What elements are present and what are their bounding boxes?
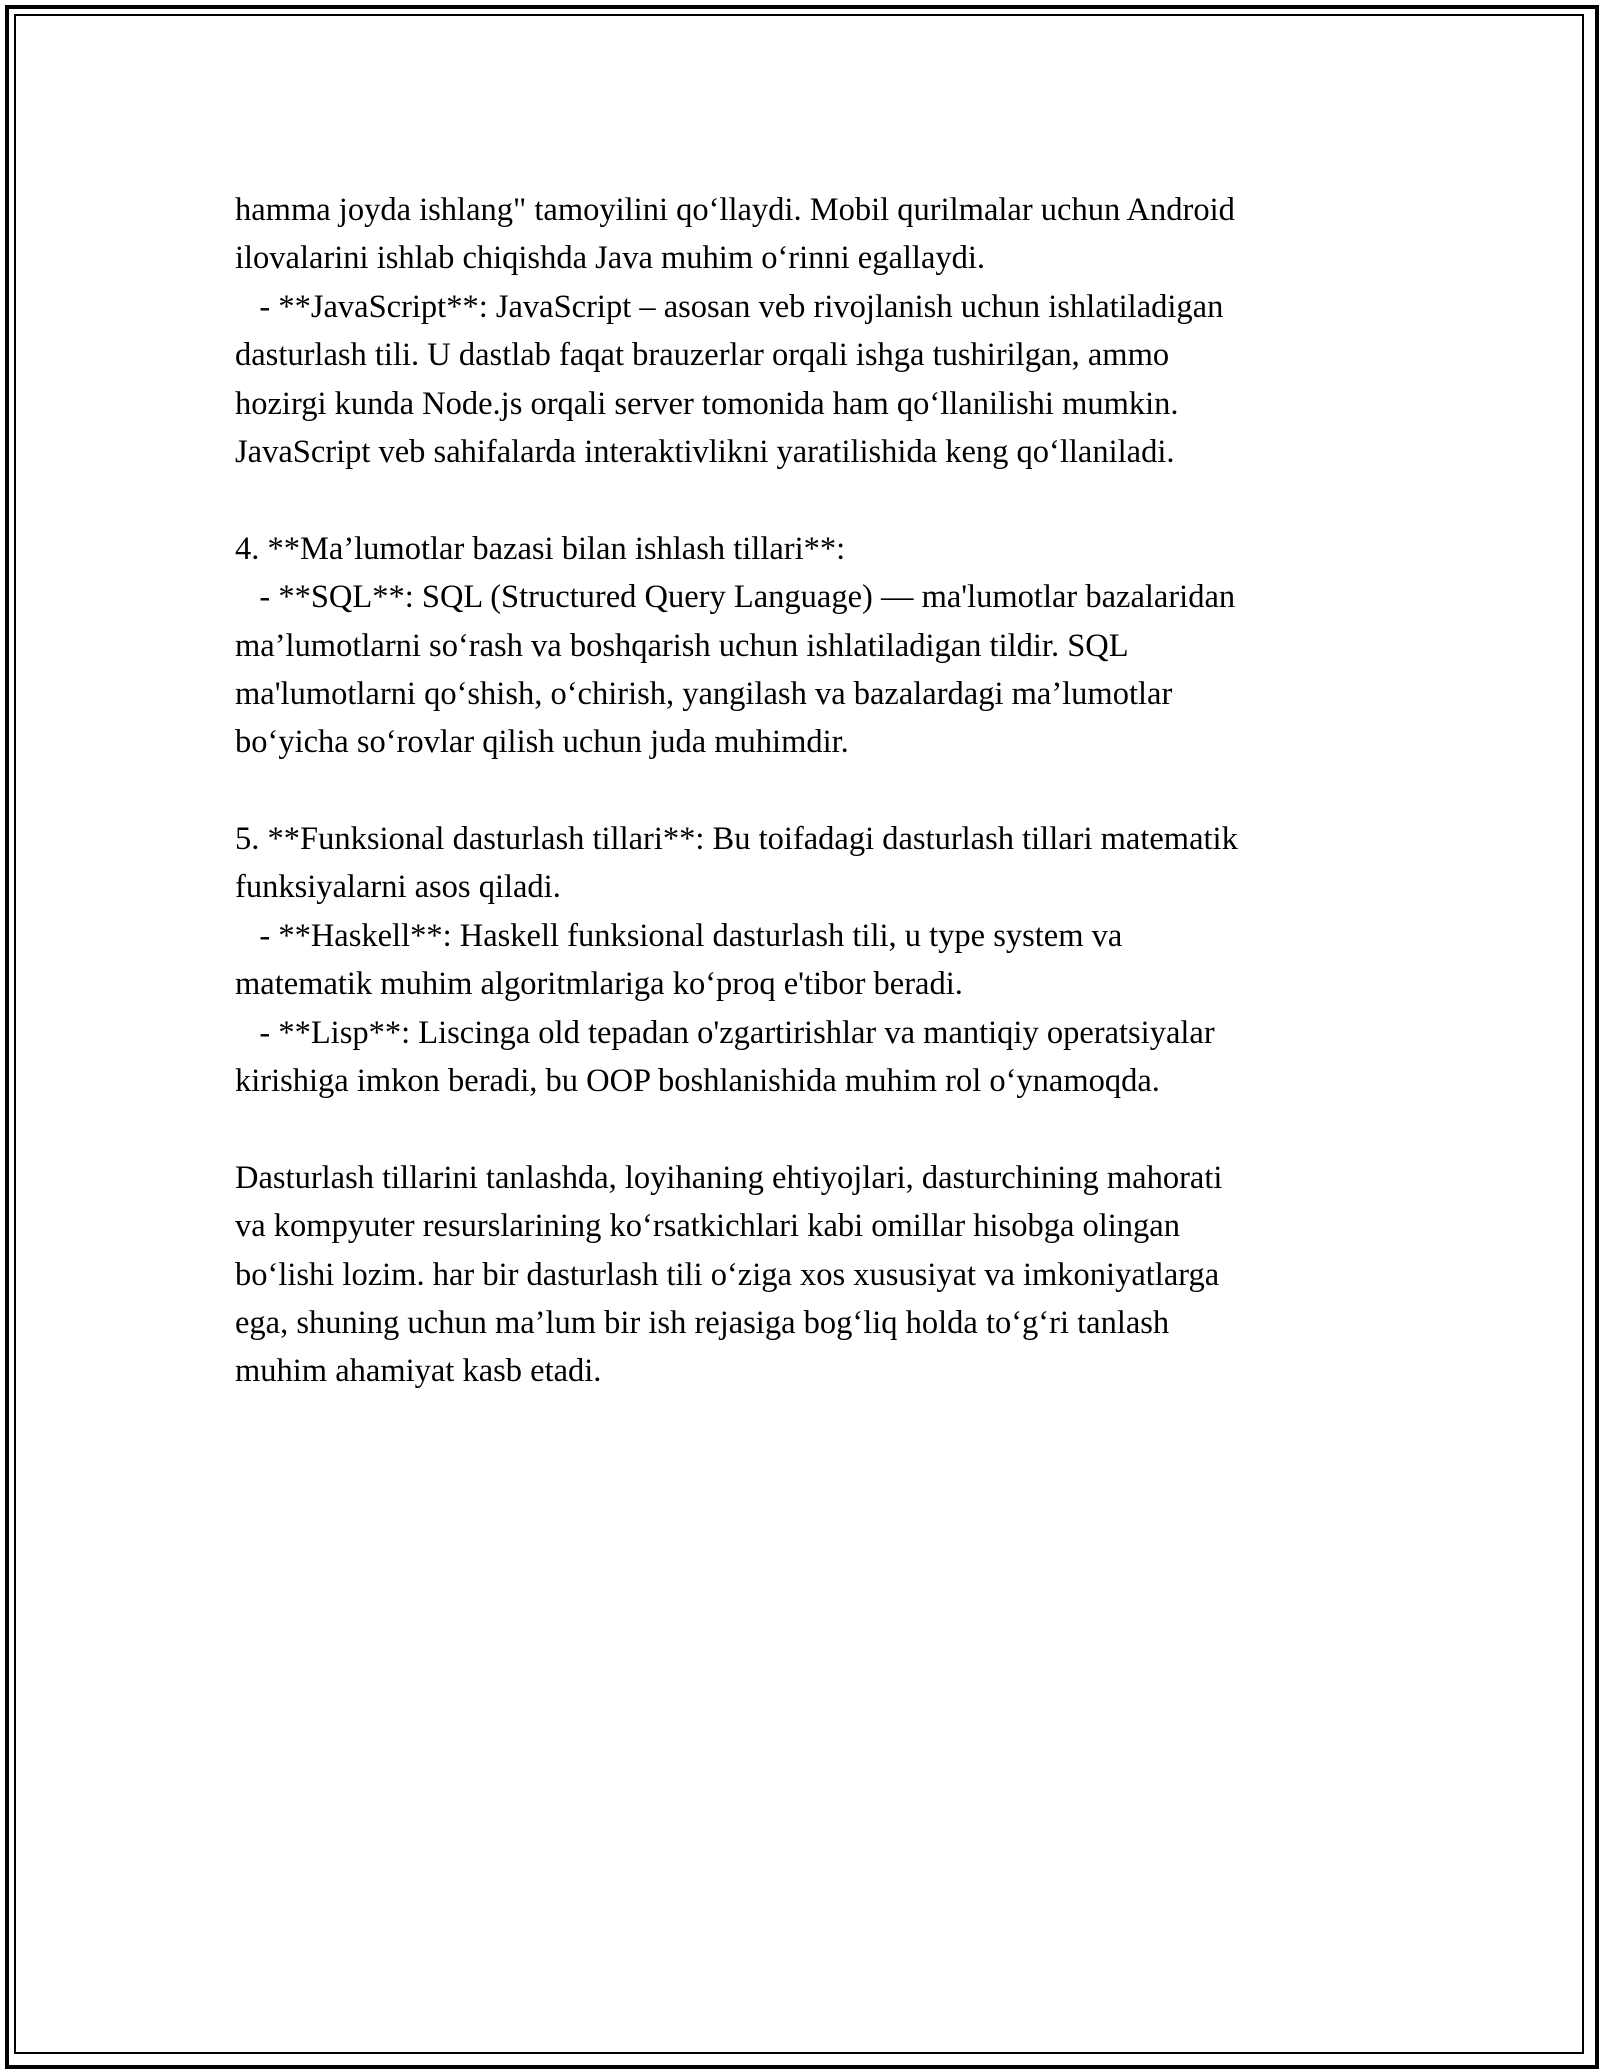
text-line: bo‘yicha so‘rovlar qilish uchun juda muhimdir. — [235, 724, 849, 761]
text-line: ega, shuning uchun ma’lum bir ish rejasiga bog‘liq holda to‘g‘ri tanlash — [235, 1304, 1170, 1341]
text-line: 5. **Funksional dasturlash tillari**: Bu toifadagi dasturlash tillari matematik — [235, 821, 1238, 858]
text-line: - **JavaScript**: JavaScript – asosan veb rivojlanish uchun ishlatiladigan — [235, 288, 1224, 325]
paragraph-gap — [235, 476, 1375, 524]
text-line: - **SQL**: SQL (Structured Query Language) — ma'lumotlar bazalaridan — [235, 579, 1236, 616]
document-body — [235, 186, 1375, 1396]
text-line: hamma joyda ishlang" tamoyilini qo‘llaydi. Mobil qurilmalar uchun Android — [235, 192, 1235, 228]
text-line: dasturlash tili. U dastlab faqat brauzerlar orqali ishga tushirilgan, ammo — [235, 337, 1170, 374]
text-line: - **Lisp**: Liscinga old tepadan o'zgartirishlar va mantiqiy operatsiyalar — [235, 1014, 1215, 1051]
text-line: matematik muhim algoritmlariga ko‘proq e'tibor beradi. — [235, 966, 963, 1003]
paragraph-conclusion — [235, 1154, 1375, 1396]
text-line: ilovalarini ishlab chiqishda Java muhim o‘rinni egallaydi. — [235, 240, 986, 277]
text-line: kirishiga imkon beradi, bu OOP boshlanishida muhim rol o‘ynamoqda. — [235, 1063, 1160, 1100]
paragraph-gap — [235, 767, 1375, 815]
text-line: va kompyuter resurslarining ko‘rsatkichlari kabi omillar hisobga olingan — [235, 1208, 1180, 1245]
paragraph-database-languages — [235, 525, 1375, 767]
paragraph-functional-languages — [235, 815, 1375, 1105]
text-line: JavaScript veb sahifalarda interaktivlikni yaratilishida keng qo‘llaniladi. — [235, 433, 1175, 470]
text-line: bo‘lishi lozim. har bir dasturlash tili o‘ziga xos xususiyat va imkoniyatlarga — [235, 1256, 1220, 1293]
text-line: funksiyalarni asos qiladi. — [235, 869, 561, 906]
text-line: Dasturlash tillarini tanlashda, loyihaning ehtiyojlari, dasturchining mahorati — [235, 1159, 1223, 1196]
text-line: hozirgi kunda Node.js orqali server tomonida ham qo‘llanilishi mumkin. — [235, 385, 1179, 422]
text-line: ma'lumotlarni qo‘shish, o‘chirish, yangilash va bazalardagi ma’lumotlar — [235, 675, 1173, 712]
text-line: 4. **Ma’lumotlar bazasi bilan ishlash tillari**: — [235, 530, 846, 567]
text-line: ma’lumotlarni so‘rash va boshqarish uchun ishlatiladigan tildir. SQL — [235, 627, 1129, 664]
text-line: muhim ahamiyat kasb etadi. — [235, 1353, 602, 1390]
text-line: - **Haskell**: Haskell funksional dasturlash tili, u type system va — [235, 917, 1123, 954]
paragraph-java-javascript — [235, 186, 1375, 476]
paragraph-gap — [235, 1105, 1375, 1153]
